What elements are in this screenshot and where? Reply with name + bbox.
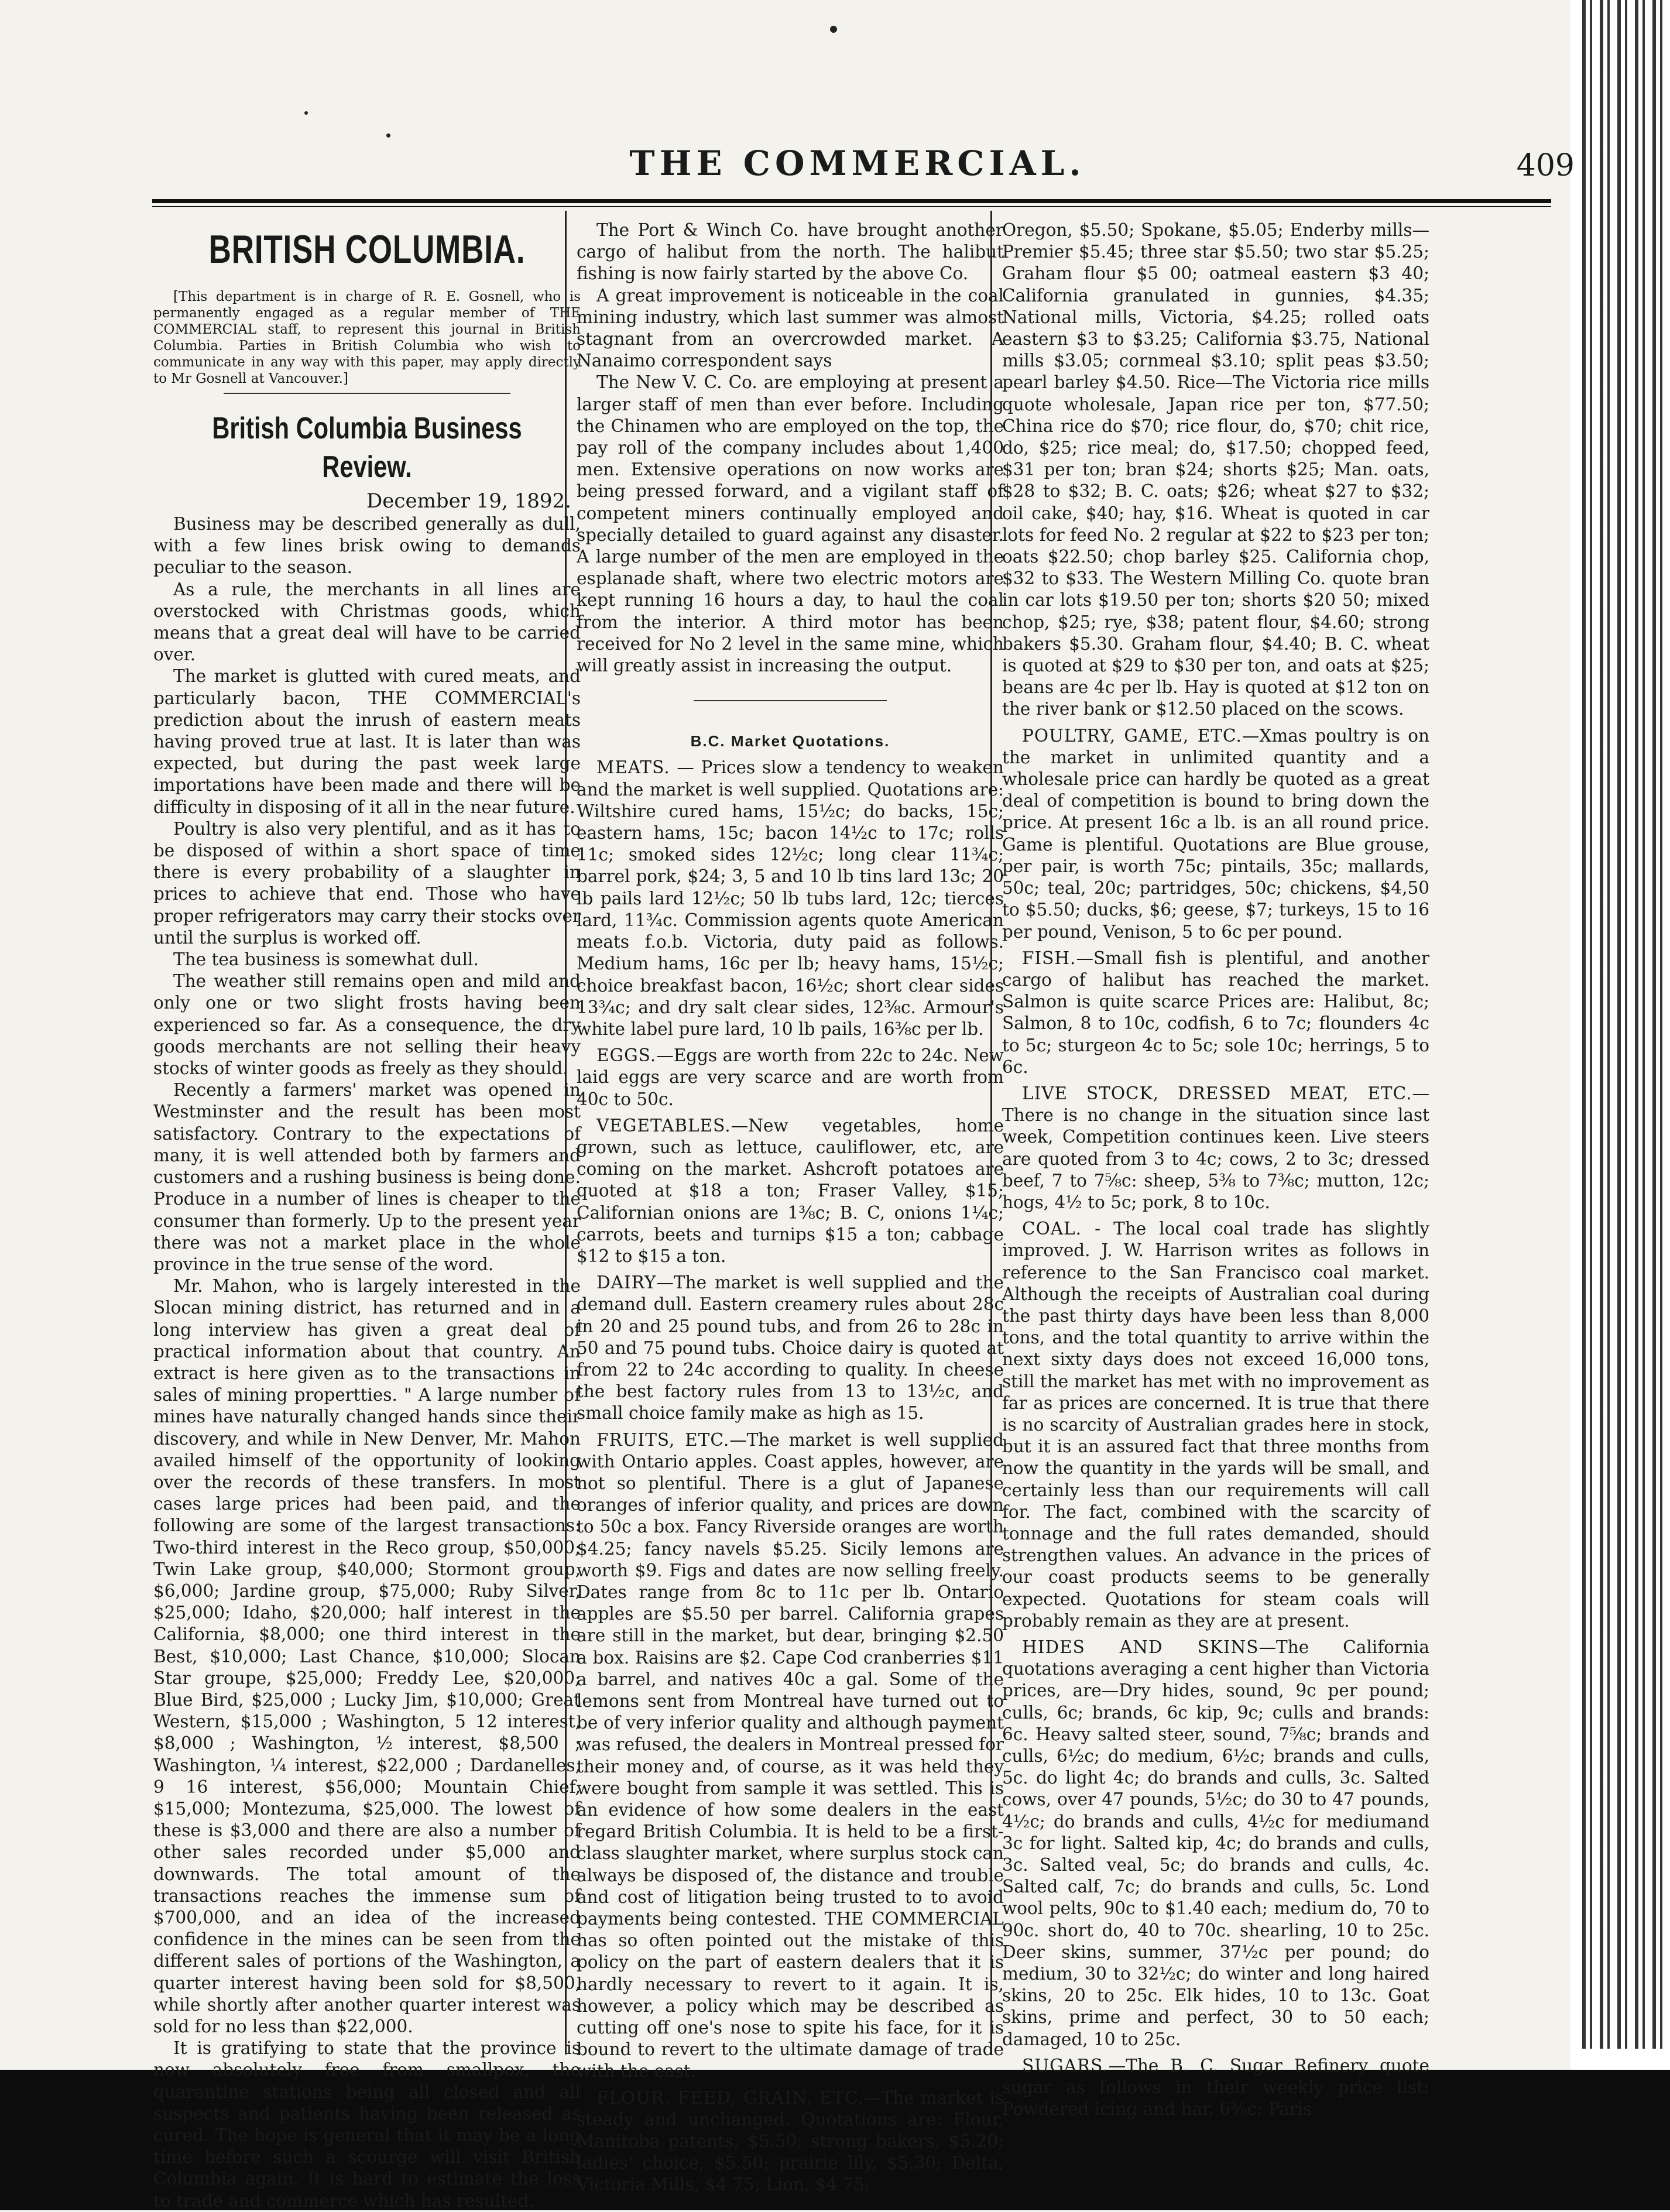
- paragraph: The tea business is somewhat dull.: [173, 949, 479, 970]
- market-quotations-heading: B.C. Market Quotations.: [690, 732, 890, 750]
- entry-text: —New vegetables, home grown, such as lettuce, cauliflower, etc, are coming on the market. Ashcroft potatoes are quoted at $18 a ton; Fraser Valley, $15; Californian onions are 1⅜c; B. C, onions 1¼c; carrots, beets and turnips $15 a ton; cabbage $12 to $15 a ton.: [577, 1115, 1004, 1266]
- entry-label: DAIRY: [596, 1273, 657, 1293]
- entry-label: SUGARS.: [1022, 2055, 1109, 2076]
- market-entry-hides: [1002, 1637, 1429, 2050]
- market-entry-sugars: [1002, 2055, 1429, 2121]
- entry-label: HIDES AND SKINS: [1022, 1637, 1259, 1657]
- scan-speck: [830, 26, 837, 33]
- department-note: [This department is in charge of R. E. Gosnell, who is permanently engaged as a regular member of THE COMMERCIAL staff, to represent this journal in British Columbia. Parties in British Columbia who wish to communicate in any way with this paper, may apply directly to Mr Gosnell at Vancouver.]: [153, 289, 581, 386]
- entry-label: POULTRY, GAME, ETC.: [1022, 725, 1242, 746]
- paragraph: The weather still remains open and mild and only one or two slight frosts having been experienced so far. As a consequence, the dry goods merchants are not selling their heavy stocks of winter goods as freely as they should.: [153, 971, 581, 1079]
- review-title: British Columbia Business Review.: [212, 411, 522, 484]
- paragraph: A great improvement is noticeable in the coal mining industry, which last summer was almost stagnant from an overcrowded market. A Nanaimo correspondent says: [577, 285, 1004, 371]
- entry-label: FLOUR, FEED, GRAIN, ETC.: [596, 2087, 865, 2108]
- scan-edge-marks: [1582, 0, 1670, 2049]
- entry-text: —The market is well supplied and the demand dull. Eastern creamery rules about 28c in 20 and 25 pound tubs, and from 26 to 28c in 50 and 75 pound tubs. Choice dairy is quoted at from 22 to 24c according to quality. In cheese the best factory rules from 13 to 13½c, and small choice family make as high as 15.: [577, 1273, 1004, 1424]
- flour-continued: Oregon, $5.50; Spokane, $5.05; Enderby mills—Premier $5.45; three star $5.50; two star $5.25; Graham flour $5 00; oatmeal eastern $3 40; California granulated in gunnies, $4.35; National mills, Victoria, $4.25; rolled oats eastern $3 to $3.25; California $3.75, National mills $3.05; cornmeal $3.10; split peas $3.50; pearl barley $4.50. Rice—The Victoria rice mills quote wholesale, Japan rice per ton, $77.50; China rice do $70; rice flour, do, $70; chit rice, do, $25; rice meal; do, $17.50; chopped feed, $31 per ton; bran $24; shorts $25; Man. oats, $28 to $32; B. C. oats; $26; wheat $27 to $32; oil cake, $40; hay, $16. Wheat is quoted in car lots for feed No. 2 regular at $22 to $23 per ton; oats $22.50; chop barley $25. California chop, $32 to $33. The Western Milling Co. quote bran in car lots $19.50 per ton; shorts $20 50; mixed chop, $25; rye, $38; patent flour, $4.60; strong bakers $5.30. Graham flour, $4.40; B. C. wheat is quoted at $29 to $30 per ton, and oats at $25; beans are 4c per lb. Hay is quoted at $12 ton on the river bank or $12.50 placed on the scows.: [1002, 220, 1429, 719]
- paragraph: Poultry is also very plentiful, and as it has to be disposed of within a short space of time there is every probability of a slaughter in prices to achieve that end. Those who have proper refrigerators may carry their stocks over until the surplus is worked off.: [153, 818, 581, 948]
- column-2: [577, 220, 1004, 2196]
- market-entry-flour: [577, 2087, 1004, 2196]
- section-separator: [694, 700, 887, 701]
- market-entry-vegetables: [577, 1115, 1004, 1267]
- paragraph: The Port & Winch Co. have brought another cargo of halibut from the north. The halibut fishing is now fairly started by the above Co.: [577, 220, 1004, 284]
- column-3: [1002, 220, 1429, 2120]
- entry-text: —The market is well supplied with Ontario apples. Coast apples, however, are not so plentiful. There is a glut of Japanese oranges of inferior quality, and prices are down to 50c a box. Fancy Riverside oranges are worth $4.25; fancy navels $5.25. Sicily lemons are worth $9. Figs and dates are now selling freely. Dates range from 8c to 11c per lb. Ontario apples are $5.50 per barrel. California grapes are still in the market, but dear, bringing $2.50 a box. Raisins are $2. Cape Cod cranberries $11 a barrel, and natives 40c a gal. Some of the lemons sent from Montreal have turned out to be of very inferior quality and although payment was refused, the dealers in Montreal pressed for their money and, of course, as it was held they were bought from sample it was settled. This is an evidence of how some dealers in the east regard British Columbia. It is held to be a first-class slaughter market, where surplus stock can always be disposed of, the distance and trouble and cost of litigation being trusted to to avoid payments being contested. THE COMMERCIAL has so often pointed out the mistake of this policy on the part of eastern dealers that it is hardly necessary to revert to it again. It is, however, a policy which may be described as cutting off one's nose to spite his face, for it is bound to revert to the ultimate damage of trade with the east.: [577, 1429, 1004, 2081]
- market-entry-fish: [1002, 948, 1429, 1078]
- department-title: BRITISH COLUMBIA.: [208, 227, 526, 272]
- paragraph: The market is glutted with cured meats, and particularly bacon, THE COMMERCIAL's prediction about the inrush of eastern meats having proved true at last. It is later than was expected, but during the past week large importations have been made and there will be difficulty in disposing of it all in the near future.: [153, 666, 581, 817]
- column-1: [153, 220, 581, 2212]
- entry-label: MEATS.: [596, 757, 670, 778]
- market-entry-dairy: [577, 1272, 1004, 1424]
- entry-label: COAL.: [1022, 1219, 1082, 1239]
- paragraph: Mr. Mahon, who is largely interested in the Slocan mining district, has returned and in a long interview has given a great deal of practical information about that country. An extract is here given as to the transactions in sales of mining propertties. " A large number of mines have naturally changed hands since their discovery, and while in New Denver, Mr. Mahon availed himself of the opportunity of looking over the records of these transfers. In most cases large prices had been paid, and the following are some of the largest transactions: Two-third interest in the Reco group, $50,000; Twin Lake group, $40,000; Stormont group, $6,000; Jardine group, $75,000; Ruby Silver, $25,000; Idaho, $20,000; half interest in the California, $8,000; one third interest in the Best, $10,000; Last Chance, $10,000; Slocan Star groupe, $25,000; Freddy Lee, $20,000; Blue Bird, $25,000 ; Lucky Jim, $10,000; Great Western, $15,000 ; Washington, 5 12 interest, $8,000 ; Washington, ½ interest, $8,500 ; Washington, ¼ interest, $22,000 ; Dardanelles, 9 16 interest, $56,000; Mountain Chief, $15,000; Montezuma, $25,000. The lowest of these is $3,000 and there are also a number of other sales recorded under $5,000 and downwards. The total amount of the transactions reaches the immense sum of $700,000, and an idea of the increased confidence in the mines can be seen from the different sales of portions of the Washington, a quarter interest having been sold for $8,500, while shortly after another quarter interest was sold for no less than $22,000.: [153, 1276, 581, 2037]
- market-entry-coal: [1002, 1218, 1429, 1632]
- entry-label: FRUITS, ETC.: [596, 1429, 730, 1450]
- entry-text: —Eggs are worth from 22c to 24c. New laid eggs are very scarce and are worth from 40c to 50c.: [577, 1045, 1004, 1109]
- paragraph: Business may be described generally as dull, with a few lines brisk owing to demands peculiar to the season.: [153, 514, 581, 578]
- entry-text: - The local coal trade has slightly improved. J. W. Harrison writes as follows in reference to the San Francisco coal market. Although the receipts of Australian coal during the past thirty days have been less than 8,000 tons, and the total quantity to arrive within the next sixty days does not exceed 16,000 tons, still the market has met with no improvement as far as prices are concerned. It is true that there is no scarcity of Australian grades here in stock, but it is an assured fact that three months from now the quantity in the yards will be small, and certainly less than our requirements will call for. The fact, combined with the scarcity of tonnage and the full rates demanded, should strengthen values. An advance in the prices of our coast products seems to be generally expected. Quotations for steam coals will probably remain as they are at present.: [1002, 1219, 1429, 1631]
- section-separator: [224, 393, 510, 394]
- scan-speck: [386, 133, 390, 138]
- dateline: December 19, 1892.: [366, 489, 571, 513]
- entry-text: —The market is steady and unchanged. Quotations are: Flour, Manitoba patents, $5.50; strong bakers, $5.20; ladies' choice, $5.50; prairie lily, $5.30; Delta, Victoria Mills, $4 75; Lion, $4 75;: [577, 2087, 1004, 2195]
- entry-text: —The California quotations averaging a cent higher than Victoria prices, are—Dry hides, sound, 9c per pound; culls, 6c; brands, 6c kip, 9c; culls and brands: 6c. Heavy salted steer, sound, 7⅝c; brands and culls, 6½c; do medium, 6½c; brands and culls, 5c. do light 4c; do brands and culls, 3c. Salted cows, over 47 pounds, 5½c; do 30 to 47 pounds, 4½c; do brands and culls, 4½c for mediumand 3c for light. Salted kip, 4c; do brands and culls, 3c. Salted veal, 5c; do brands and culls, 4c. Salted calf, 7c; do brands and culls, 5c. Lond wool pelts, 90c to $1.40 each; medium do, 70 to 90c. short do, 40 to 70c. shearling, 10 to 25c. Deer skins, summer, 37½c per pound; do medium, 30 to 32½c; do winter and long haired skins, 20 to 25c. Elk hides, 10 to 13c. Goat skins, prime and perfect, 30 to 50 each; damaged, 10 to 25c.: [1002, 1637, 1429, 2049]
- entry-label: VEGETABLES.: [596, 1115, 731, 1136]
- paragraph: The New V. C. Co. are employing at present a larger staff of men than ever before. Including the Chinamen who are employed on the top, the pay roll of the company includes about 1,400 men. Extensive operations on now works are being pressed forward, and a vigilant staff of competent miners continually employed and specially detailed to guard against any disaster. A large number of the men are employed in the esplanade shaft, where two electric motors are kept running 16 hours a day, to haul the coal from the interior. A third motor has been received for No 2 level in the same mine, which will greatly assist in increasing the output.: [577, 372, 1004, 676]
- paragraph: Recently a farmers' market was opened in Westminster and the result has been most satisfactory. Contrary to the expectations of many, it is well attended both by farmers and customers and a rushing business is being done. Produce in a number of lines is cheaper to the consumer than formerly. Up to the present year there was not a market place in the whole province in the true sense of the word.: [153, 1080, 581, 1274]
- entry-text: — Prices slow a tendency to weaken and the market is well supplied. Quotations are: Wiltshire cured hams, 15½c; do backs, 15c; eastern hams, 15c; bacon 14½c to 17c; rolls 11c; smoked sides 12½c; long clear 11¾c; barrel pork, $24; 3, 5 and 10 lb tins lard 13c; 20 lb pails lard 12½c; 50 lb tubs lard, 12c; tierces lard, 11¾c. Commission agents quote American meats f.o.b. Victoria, duty paid as follows. Medium hams, 16c per lb; heavy hams, 15½c; choice breakfast bacon, 16½c; short clear sides 13¾c; and dry salt clear sides, 12⅜c. Armour's white label pure lard, 10 lb pails, 16⅜c per lb.: [577, 757, 1004, 1039]
- market-entry-eggs: [577, 1045, 1004, 1110]
- entry-text: —The B. C. Sugar Refinery quote sugar as follows in their weekly price list: Powdered icing and bar, 6⅜c; Paris: [1002, 2055, 1429, 2120]
- market-entry-fruits: [577, 1429, 1004, 2083]
- entry-label: LIVE STOCK, DRESSED MEAT, ETC.: [1022, 1083, 1412, 1103]
- header-rule: [152, 199, 1551, 203]
- entry-text: —There is no change in the situation since last week, Competition continues keen. Live steers are quoted from 3 to 4c; cows, 2 to 3c; dressed beef, 7 to 7⅝c: sheep, 5⅜ to 7⅜c; mutton, 12c; hogs, 4½ to 5c; pork, 8 to 10c.: [1002, 1083, 1429, 1212]
- entry-label: EGGS.: [596, 1045, 657, 1066]
- entry-label: FISH.: [1022, 948, 1076, 968]
- entry-text: —Xmas poultry is on the market in unlimited quantity and a wholesale price can hardly be quoted as a great deal of competition is bound to bring down the price. At present 16c a lb. is an all round price. Game is plentiful. Quotations are Blue grouse, per pair, is worth 75c; pintails, 35c; mallards, 50c; teal, 20c; partridges, 50c; chickens, $4,50 to $5.50; ducks, $6; geese, $7; turkeys, 15 to 16 per pound, Venison, 5 to 6c per pound.: [1002, 725, 1429, 942]
- paragraph: It is gratifying to state that the province is now absolutely free from smallpox, the quarantine stations being all closed and all suspects and patients having been released as cured. The hope is general that it may be a long time before such a scourge will visit British Columbia again. It is hard to estimate the loss to trade and commerce which has resulted.: [153, 2038, 581, 2211]
- page-number: 409: [1516, 148, 1575, 183]
- masthead: [140, 143, 1575, 190]
- market-entry-meats: [577, 757, 1004, 1040]
- scan-speck: [304, 111, 308, 115]
- market-entry-livestock: [1002, 1083, 1429, 1213]
- entry-text: —Small fish is plentiful, and another cargo of halibut has reached the market. Salmon is quite scarce Prices are: Halibut, 8c; Salmon, 8 to 10c, codfish, 6 to 7c; flounders 4c to 5c; sturgeon 4c to 5c; sole 10c; herrings, 5 to 6c.: [1002, 948, 1429, 1077]
- market-entry-poultry: [1002, 725, 1429, 943]
- paragraph: As a rule, the merchants in all lines are overstocked with Christmas goods, which means that a great deal will have to be carried over.: [153, 579, 581, 665]
- header-rule-thin: [152, 206, 1551, 207]
- masthead-title: THE COMMERCIAL.: [629, 143, 1086, 183]
